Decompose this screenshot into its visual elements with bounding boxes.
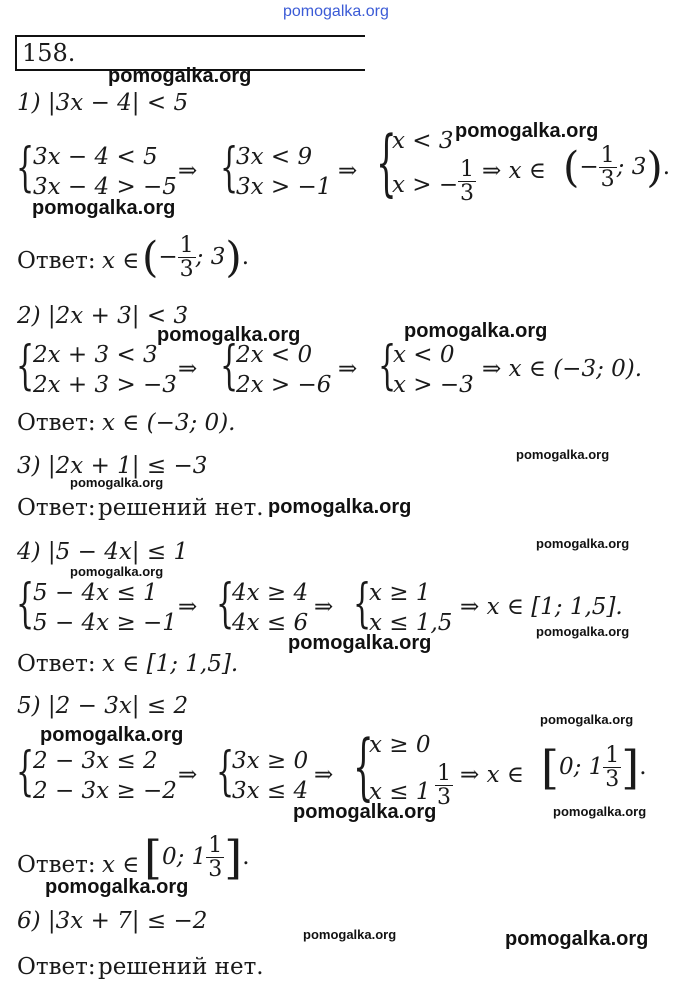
item-1-conclusion: ⇒ x ∈ <box>482 158 546 184</box>
interval-end: ; 3 <box>616 154 647 181</box>
paren-close: ) <box>646 142 663 192</box>
item-5-brace-1: { <box>16 742 35 802</box>
watermark: pomogalka.org <box>455 120 599 142</box>
watermark: pomogalka.org <box>157 324 301 346</box>
item-5-sys2-line1: 3x ≥ 0 <box>232 748 309 774</box>
item-1-arrow-2: ⇒ <box>338 158 358 184</box>
watermark: pomogalka.org <box>404 320 548 342</box>
item-3-answer-label: Ответ: <box>17 495 96 521</box>
item-5-answer-pre: x ∈ <box>102 852 140 878</box>
item-1-answer-pre: x ∈ <box>102 248 140 274</box>
watermark: pomogalka.org <box>303 927 397 942</box>
watermark: pomogalka.org <box>268 496 412 518</box>
item-2-sys3-line2: x > −3 <box>393 372 474 398</box>
interval-fraction <box>206 834 224 881</box>
item-1-heading: 1) |3x − 4| < 5 <box>17 90 189 116</box>
fraction-numerator: 1 <box>179 233 194 258</box>
bracket-open: [ <box>144 830 162 885</box>
interval-fraction <box>599 144 617 191</box>
period: . <box>242 844 250 871</box>
item-5-brace-3: { <box>353 724 374 808</box>
interval-fraction <box>178 234 196 281</box>
item-2-brace-3: { <box>378 336 397 396</box>
item-4-arrow-1: ⇒ <box>178 594 198 620</box>
watermark: pomogalka.org <box>293 801 437 823</box>
item-2-brace-1: { <box>16 336 35 396</box>
interval-fraction <box>603 744 621 791</box>
watermark: pomogalka.org <box>553 804 647 819</box>
item-5-sys2-line2: 3x ≤ 4 <box>232 778 309 804</box>
item-4-brace-3: { <box>353 574 372 634</box>
fraction-numerator: 1 <box>208 833 223 858</box>
fraction-denominator: 3 <box>437 785 451 811</box>
item-5-interval <box>541 740 647 795</box>
item-5-sys1-line1: 2 − 3x ≤ 2 <box>33 748 158 774</box>
item-1-sys1-line1: 3x − 4 < 5 <box>33 144 158 170</box>
item-5-sys3-line2: x ≤ 1 <box>369 779 431 805</box>
watermark: pomogalka.org <box>70 564 164 579</box>
item-5-arrow-2: ⇒ <box>314 762 334 788</box>
item-1-brace-2: { <box>220 138 239 198</box>
item-4-brace-2: { <box>216 574 235 634</box>
item-4-arrow-2: ⇒ <box>314 594 334 620</box>
item-5-sys3-line1: x ≥ 0 <box>369 732 431 758</box>
item-4-heading: 4) |5 − 4x| ≤ 1 <box>17 539 189 565</box>
item-1-sys3-fraction <box>458 158 476 205</box>
fraction-denominator: 3 <box>208 857 223 883</box>
item-4-sys1-line2: 5 − 4x ≥ −1 <box>33 610 177 636</box>
item-2-sys2-line2: 2x > −6 <box>236 372 332 398</box>
item-4-sys2-line1: 4x ≥ 4 <box>232 580 309 606</box>
watermark: pomogalka.org <box>536 624 630 639</box>
item-4-answer: x ∈ [1; 1,5]. <box>102 651 239 677</box>
item-1-sys3-line2: x > − <box>392 172 459 198</box>
paren-close: ) <box>225 232 242 282</box>
fraction-numerator: 1 <box>605 743 620 768</box>
item-5-answer-label: Ответ: <box>17 852 96 878</box>
item-2-sys1-line1: 2x + 3 < 3 <box>33 342 158 368</box>
problem-number: 158. <box>22 39 76 67</box>
paren-open: ( <box>142 232 159 282</box>
item-2-sys2-line1: 2x < 0 <box>236 342 313 368</box>
item-4-sys2-line2: 4x ≤ 6 <box>232 610 309 636</box>
item-4-answer-label: Ответ: <box>17 651 96 677</box>
item-5-sys1-line2: 2 − 3x ≥ −2 <box>33 778 177 804</box>
item-6-heading: 6) |3x + 7| ≤ −2 <box>17 908 208 934</box>
interval-minus: − <box>158 244 178 271</box>
item-1-brace-3: { <box>376 120 397 204</box>
item-2-heading: 2) |2x + 3| < 3 <box>17 303 189 329</box>
item-2-answer: x ∈ (−3; 0). <box>102 410 236 436</box>
bracket-close: ] <box>224 830 243 885</box>
bracket-open: [ <box>541 740 559 795</box>
item-1-answer-label: Ответ: <box>17 248 96 274</box>
item-2-answer-label: Ответ: <box>17 410 96 436</box>
item-5-brace-2: { <box>216 742 235 802</box>
item-4-sys1-line1: 5 − 4x ≤ 1 <box>33 580 158 606</box>
interval-minus: − <box>579 154 599 181</box>
fraction-denominator: 3 <box>605 767 620 793</box>
item-4-brace-1: { <box>16 574 35 634</box>
item-6-answer: решений нет. <box>98 954 264 980</box>
item-3-answer: решений нет. <box>98 495 264 521</box>
item-1-answer-interval <box>142 234 249 281</box>
watermark: pomogalka.org <box>70 475 164 490</box>
interval-end: ; 3 <box>195 244 226 271</box>
fraction-numerator: 1 <box>460 157 474 182</box>
watermark: pomogalka.org <box>32 197 176 219</box>
item-4-conclusion: ⇒ x ∈ [1; 1,5]. <box>460 594 623 620</box>
fraction-denominator: 3 <box>179 257 194 283</box>
item-4-sys3-line1: x ≥ 1 <box>369 580 431 606</box>
interval-start: 0; 1 <box>558 754 604 781</box>
paren-open: ( <box>563 142 580 192</box>
watermark: pomogalka.org <box>536 536 630 551</box>
bracket-close: ] <box>621 740 640 795</box>
watermark: pomogalka.org <box>516 447 610 462</box>
watermark: pomogalka.org <box>288 632 432 654</box>
watermark: pomogalka.org <box>40 724 184 746</box>
item-3-heading: 3) |2x + 1| ≤ −3 <box>17 453 208 479</box>
item-5-heading: 5) |2 − 3x| ≤ 2 <box>17 693 189 719</box>
item-1-sys2-line2: 3x > −1 <box>236 174 332 200</box>
item-2-arrow-2: ⇒ <box>338 356 358 382</box>
item-2-arrow-1: ⇒ <box>178 356 198 382</box>
item-2-brace-2: { <box>220 336 239 396</box>
fraction-numerator: 1 <box>600 143 615 168</box>
item-5-answer-interval <box>144 830 250 885</box>
item-1-sys2-line1: 3x < 9 <box>236 144 313 170</box>
item-1-sys3-line1: x < 3 <box>392 128 454 154</box>
period: . <box>241 244 250 271</box>
period: . <box>639 754 647 781</box>
item-1-brace-1: { <box>16 138 35 198</box>
watermark: pomogalka.org <box>108 65 252 87</box>
watermark-top: pomogalka.org <box>283 3 389 20</box>
item-2-sys1-line2: 2x + 3 > −3 <box>33 372 177 398</box>
watermark: pomogalka.org <box>45 876 189 898</box>
item-2-sys3-line1: x < 0 <box>393 342 455 368</box>
fraction-denominator: 3 <box>460 181 474 207</box>
item-5-arrow-1: ⇒ <box>178 762 198 788</box>
period: . <box>662 154 671 181</box>
item-1-interval <box>563 144 670 191</box>
interval-start: 0; 1 <box>161 844 207 871</box>
fraction-numerator: 1 <box>437 761 451 786</box>
item-1-sys1-line2: 3x − 4 > −5 <box>33 174 177 200</box>
item-2-conclusion: ⇒ x ∈ (−3; 0). <box>482 356 643 382</box>
item-5-sys3-fraction <box>435 762 453 809</box>
watermark: pomogalka.org <box>540 712 634 727</box>
item-5-conclusion: ⇒ x ∈ <box>460 762 524 788</box>
fraction-denominator: 3 <box>600 167 615 193</box>
watermark: pomogalka.org <box>505 928 649 950</box>
item-4-sys3-line2: x ≤ 1,5 <box>369 610 453 636</box>
item-1-arrow-1: ⇒ <box>178 158 198 184</box>
item-6-answer-label: Ответ: <box>17 954 96 980</box>
